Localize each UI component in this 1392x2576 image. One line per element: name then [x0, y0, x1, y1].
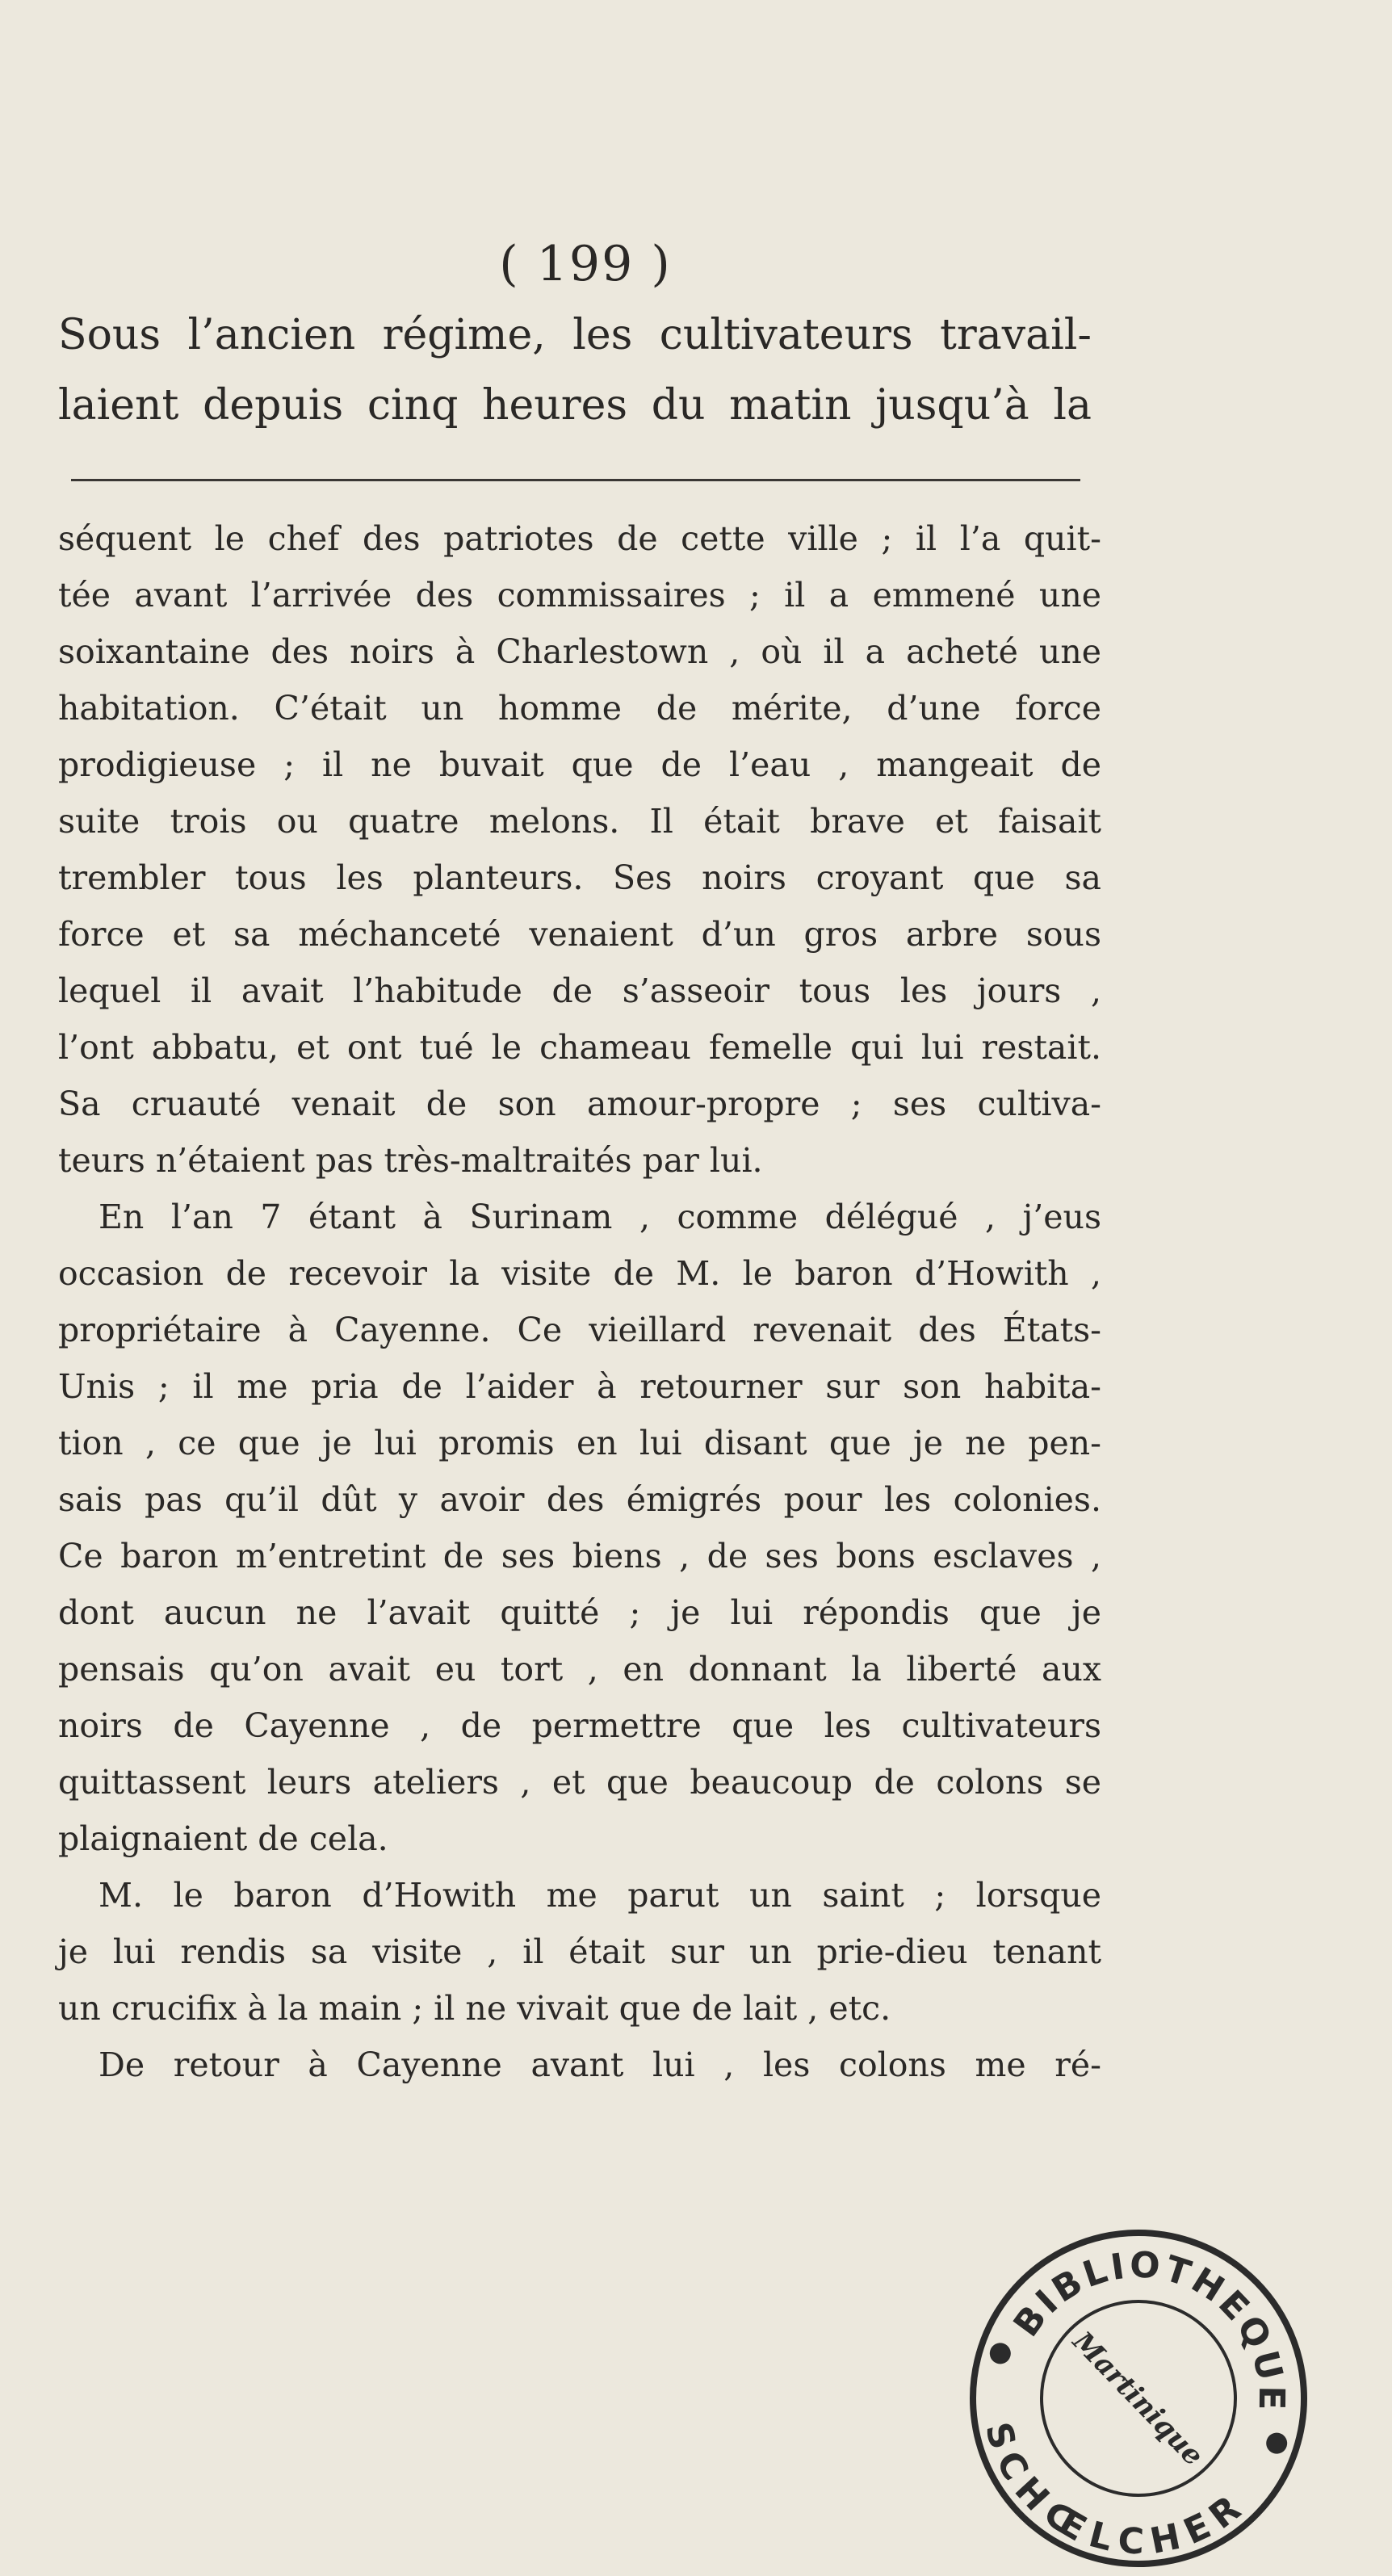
footnote-line: Ce baron m’entretint de ses biens , de ses bons esclaves ,	[58, 1537, 1101, 1575]
footnote-line: quittassent leurs ateliers , et que beaucoup de colons se	[58, 1763, 1101, 1802]
footnote-line: trembler tous les planteurs. Ses noirs croyant que sa	[58, 858, 1101, 897]
stamp-dot-right	[1264, 2430, 1290, 2456]
footnote-line: soixantaine des noirs à Charlestown , où il a acheté une	[58, 632, 1101, 671]
footnote-line: sais pas qu’il dût y avoir des émigrés pour les colonies.	[58, 1480, 1101, 1519]
stamp-dot-left	[987, 2340, 1013, 2367]
footnote-line: En l’an 7 étant à Surinam , comme délégué , j’eus	[99, 1198, 1101, 1236]
footnote-line: prodigieuse ; il ne buvait que de l’eau , mangeait de	[58, 745, 1101, 784]
footnote-line: un crucifix à la main ; il ne vivait que de lait , etc.	[58, 1989, 891, 2028]
body-text-line: laient depuis cinq heures du matin jusqu’à la	[58, 381, 1092, 430]
page-number: ( 199 )	[499, 236, 672, 292]
footnote-line: plaignaient de cela.	[58, 1819, 388, 1858]
footnote-line: Unis ; il me pria de l’aider à retourner sur son habita-	[58, 1367, 1101, 1406]
footnote-line: propriétaire à Cayenne. Ce vieillard revenait des États-	[58, 1311, 1101, 1349]
footnote-line: force et sa méchanceté venaient d’un gros arbre sous	[58, 915, 1101, 954]
stamp-top-text: BIBLIOTHEQUE	[1005, 2244, 1293, 2414]
footnote-line: occasion de recevoir la visite de M. le baron d’Howith ,	[58, 1254, 1101, 1293]
body-text-line: Sous l’ancien régime, les cultivateurs travail-	[58, 311, 1092, 359]
footnote-line: lequel il avait l’habitude de s’asseoir tous les jours ,	[58, 971, 1101, 1010]
stamp-center-text: Martinique	[1066, 2325, 1210, 2473]
footnote-line: Sa cruauté venait de son amour-propre ; ses cultiva-	[58, 1085, 1101, 1123]
footnote-line: teurs n’étaient pas très-maltraités par lui.	[58, 1141, 763, 1180]
footnote-line: suite trois ou quatre melons. Il était brave et faisait	[58, 802, 1101, 841]
footnote-line: habitation. C’était un homme de mérite, d’une force	[58, 689, 1101, 728]
footnote-line: tion , ce que je lui promis en lui disant que je ne pen-	[58, 1424, 1101, 1462]
footnote-line: De retour à Cayenne avant lui , les colons me ré-	[99, 2045, 1101, 2084]
footnote-separator-rule	[71, 479, 1080, 481]
footnote-line: je lui rendis sa visite , il était sur un prie-dieu tenant	[58, 1932, 1101, 1971]
footnote-line: tée avant l’arrivée des commissaires ; il a emmené une	[58, 576, 1101, 615]
library-stamp	[961, 2221, 1316, 2576]
footnote-line: M. le baron d’Howith me parut un saint ; lorsque	[99, 1876, 1101, 1915]
footnote-line: l’ont abbatu, et ont tué le chameau femelle qui lui restait.	[58, 1028, 1101, 1067]
footnote-line: pensais qu’on avait eu tort , en donnant la liberté aux	[58, 1650, 1101, 1689]
stamp-bottom-text: SCHŒLCHER	[976, 2418, 1252, 2563]
footnote-line: séquent le chef des patriotes de cette ville ; il l’a quit-	[58, 519, 1101, 558]
footnote-line: dont aucun ne l’avait quitté ; je lui répondis que je	[58, 1593, 1101, 1632]
footnote-line: noirs de Cayenne , de permettre que les cultivateurs	[58, 1706, 1101, 1745]
